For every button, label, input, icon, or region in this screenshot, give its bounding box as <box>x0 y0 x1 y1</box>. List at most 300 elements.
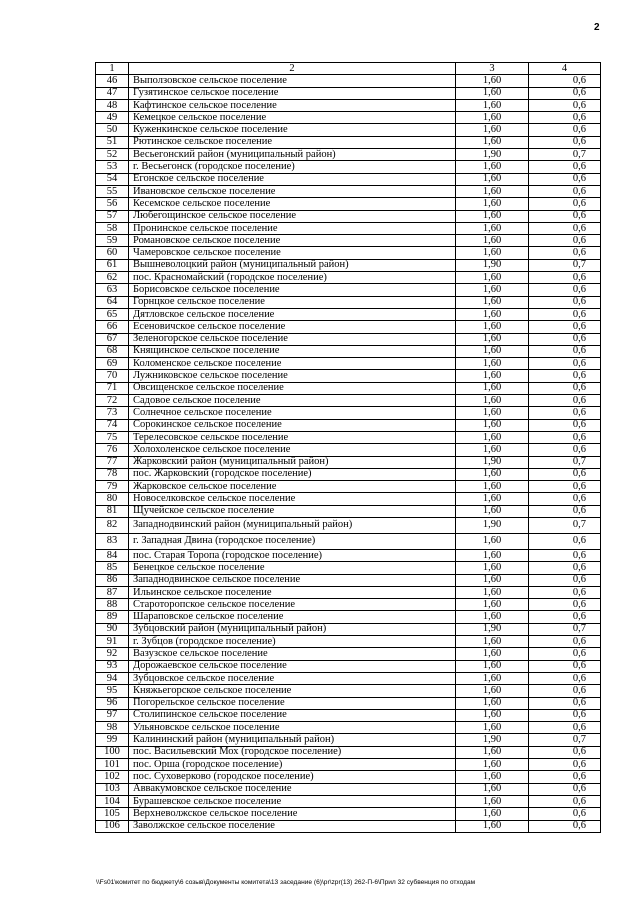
coefficient-col4-cell: 0,6 <box>529 746 601 758</box>
coefficient-col4-cell: 0,6 <box>529 87 601 99</box>
table-row <box>96 345 601 357</box>
table-row <box>96 149 601 161</box>
coefficient-col4-cell: 0,6 <box>529 395 601 407</box>
municipality-name-cell: Староторопское сельское поселение <box>129 599 456 611</box>
municipality-name-cell: Выползовское сельское поселение <box>129 75 456 87</box>
coefficient-col4-cell: 0,7 <box>529 734 601 746</box>
row-number-cell: 48 <box>96 99 129 111</box>
coefficient-col3-cell: 1,90 <box>456 734 529 746</box>
table-header-row <box>96 63 601 75</box>
municipality-name-cell: Бенецкое сельское поселение <box>129 562 456 574</box>
row-number-cell: 67 <box>96 333 129 345</box>
coefficient-col4-cell: 0,6 <box>529 247 601 259</box>
row-number-cell: 59 <box>96 235 129 247</box>
row-number-cell: 93 <box>96 660 129 672</box>
table-row <box>96 599 601 611</box>
row-number-cell: 71 <box>96 382 129 394</box>
coefficient-col3-cell: 1,60 <box>456 407 529 419</box>
municipality-name-cell: Новоселковское сельское поселение <box>129 493 456 505</box>
table-row <box>96 574 601 586</box>
coefficient-col4-cell: 0,6 <box>529 419 601 431</box>
coefficient-col3-cell: 1,60 <box>456 468 529 480</box>
coefficient-col4-cell: 0,7 <box>529 259 601 271</box>
coefficient-col4-cell: 0,6 <box>529 648 601 660</box>
coefficient-col3-cell: 1,60 <box>456 272 529 284</box>
coefficient-col3-cell: 1,60 <box>456 771 529 783</box>
coefficient-col4-cell: 0,6 <box>529 321 601 333</box>
table-row <box>96 272 601 284</box>
municipality-name-cell: пос. Красномайский (городское поселение) <box>129 272 456 284</box>
row-number-cell: 92 <box>96 648 129 660</box>
municipality-name-cell: Жарковский район (муниципальный район) <box>129 456 456 468</box>
coefficient-col3-cell: 1,90 <box>456 456 529 468</box>
row-number-cell: 85 <box>96 562 129 574</box>
municipality-name-cell: г. Зубцов (городское поселение) <box>129 636 456 648</box>
municipality-name-cell: Зеленогорское сельское поселение <box>129 333 456 345</box>
coefficient-col3-cell: 1,60 <box>456 685 529 697</box>
table-row <box>96 517 601 533</box>
coefficient-col4-cell: 0,6 <box>529 173 601 185</box>
row-number-cell: 82 <box>96 517 129 533</box>
coefficient-col3-cell: 1,60 <box>456 419 529 431</box>
row-number-cell: 100 <box>96 746 129 758</box>
municipality-name-cell: Бурашевское сельское поселение <box>129 795 456 807</box>
coefficient-col3-cell: 1,60 <box>456 562 529 574</box>
row-number-cell: 56 <box>96 198 129 210</box>
table-row <box>96 185 601 197</box>
municipality-name-cell: Есеновичское сельское поселение <box>129 321 456 333</box>
coefficient-col3-cell: 1,60 <box>456 709 529 721</box>
municipality-name-cell: Шараповское сельское поселение <box>129 611 456 623</box>
coefficient-col4-cell: 0,7 <box>529 456 601 468</box>
table-row <box>96 820 601 832</box>
coefficient-col4-cell: 0,6 <box>529 75 601 87</box>
coefficient-col3-cell: 1,60 <box>456 481 529 493</box>
municipality-name-cell: Зубцовское сельское поселение <box>129 672 456 684</box>
coefficient-col3-cell: 1,60 <box>456 308 529 320</box>
municipality-name-cell: Пронинское сельское поселение <box>129 222 456 234</box>
coefficient-col4-cell: 0,6 <box>529 431 601 443</box>
row-number-cell: 68 <box>96 345 129 357</box>
coefficient-col3-cell: 1,60 <box>456 136 529 148</box>
table-row <box>96 660 601 672</box>
coefficient-col4-cell: 0,6 <box>529 370 601 382</box>
coefficient-col4-cell: 0,6 <box>529 235 601 247</box>
coefficient-col4-cell: 0,6 <box>529 493 601 505</box>
coefficient-col4-cell: 0,6 <box>529 505 601 517</box>
municipality-name-cell: Ильинское сельское поселение <box>129 586 456 598</box>
table-row <box>96 247 601 259</box>
table-row <box>96 533 601 549</box>
column-header-2: 2 <box>129 63 456 75</box>
municipality-name-cell: г. Западная Двина (городское поселение) <box>129 533 456 549</box>
table-row <box>96 124 601 136</box>
coefficient-col3-cell: 1,60 <box>456 636 529 648</box>
coefficient-col4-cell: 0,6 <box>529 574 601 586</box>
table-row <box>96 395 601 407</box>
coefficient-col4-cell: 0,6 <box>529 533 601 549</box>
row-number-cell: 54 <box>96 173 129 185</box>
municipality-name-cell: Садовое сельское поселение <box>129 395 456 407</box>
table-row <box>96 456 601 468</box>
coefficient-col3-cell: 1,90 <box>456 517 529 533</box>
table-row <box>96 161 601 173</box>
coefficient-col3-cell: 1,60 <box>456 586 529 598</box>
coefficient-col3-cell: 1,90 <box>456 149 529 161</box>
municipality-name-cell: Весьегонский район (муниципальный район) <box>129 149 456 161</box>
municipality-name-cell: Ульяновское сельское поселение <box>129 722 456 734</box>
coefficient-col4-cell: 0,6 <box>529 112 601 124</box>
table-row <box>96 431 601 443</box>
municipality-name-cell: Западнодвинский район (муниципальный район) <box>129 517 456 533</box>
coefficient-col4-cell: 0,7 <box>529 517 601 533</box>
coefficient-col4-cell: 0,6 <box>529 296 601 308</box>
row-number-cell: 89 <box>96 611 129 623</box>
coefficient-col4-cell: 0,6 <box>529 345 601 357</box>
coefficient-col4-cell: 0,6 <box>529 636 601 648</box>
row-number-cell: 70 <box>96 370 129 382</box>
row-number-cell: 51 <box>96 136 129 148</box>
coefficient-col3-cell: 1,60 <box>456 296 529 308</box>
coefficient-col3-cell: 1,60 <box>456 345 529 357</box>
municipality-name-cell: Борисовское сельское поселение <box>129 284 456 296</box>
coefficient-col4-cell: 0,6 <box>529 136 601 148</box>
coefficient-col3-cell: 1,60 <box>456 87 529 99</box>
row-number-cell: 72 <box>96 395 129 407</box>
coefficient-col4-cell: 0,6 <box>529 709 601 721</box>
municipality-name-cell: Кемецкое сельское поселение <box>129 112 456 124</box>
municipality-name-cell: Куженкинское сельское поселение <box>129 124 456 136</box>
coefficient-col3-cell: 1,60 <box>456 759 529 771</box>
column-header-1: 1 <box>96 63 129 75</box>
table-row <box>96 75 601 87</box>
coefficient-col3-cell: 1,90 <box>456 259 529 271</box>
coefficient-col3-cell: 1,60 <box>456 574 529 586</box>
row-number-cell: 77 <box>96 456 129 468</box>
table-row <box>96 808 601 820</box>
table-row <box>96 709 601 721</box>
municipality-name-cell: Овсищенское сельское поселение <box>129 382 456 394</box>
coefficient-col3-cell: 1,60 <box>456 493 529 505</box>
coefficient-col3-cell: 1,60 <box>456 333 529 345</box>
row-number-cell: 50 <box>96 124 129 136</box>
municipality-name-cell: Кесемское сельское поселение <box>129 198 456 210</box>
coefficient-col4-cell: 0,6 <box>529 586 601 598</box>
municipality-name-cell: Западнодвинское сельское поселение <box>129 574 456 586</box>
row-number-cell: 57 <box>96 210 129 222</box>
coefficient-col4-cell: 0,6 <box>529 333 601 345</box>
row-number-cell: 46 <box>96 75 129 87</box>
table-row <box>96 672 601 684</box>
coefficient-col3-cell: 1,60 <box>456 746 529 758</box>
table-row <box>96 481 601 493</box>
table-row <box>96 795 601 807</box>
coefficient-col4-cell: 0,6 <box>529 444 601 456</box>
municipality-name-cell: Рютинское сельское поселение <box>129 136 456 148</box>
table-row <box>96 648 601 660</box>
coefficient-col3-cell: 1,60 <box>456 533 529 549</box>
coefficient-col4-cell: 0,6 <box>529 161 601 173</box>
municipality-name-cell: г. Весьегонск (городское поселение) <box>129 161 456 173</box>
coefficient-col3-cell: 1,60 <box>456 382 529 394</box>
table-row <box>96 685 601 697</box>
coefficient-col4-cell: 0,6 <box>529 358 601 370</box>
row-number-cell: 63 <box>96 284 129 296</box>
table-row <box>96 222 601 234</box>
table-row <box>96 407 601 419</box>
municipality-name-cell: пос. Жарковский (городское поселение) <box>129 468 456 480</box>
table-row <box>96 112 601 124</box>
row-number-cell: 47 <box>96 87 129 99</box>
row-number-cell: 88 <box>96 599 129 611</box>
row-number-cell: 65 <box>96 308 129 320</box>
municipality-name-cell: Сорокинское сельское поселение <box>129 419 456 431</box>
row-number-cell: 75 <box>96 431 129 443</box>
coefficient-col3-cell: 1,60 <box>456 370 529 382</box>
table-row <box>96 284 601 296</box>
coefficient-col4-cell: 0,6 <box>529 820 601 832</box>
coefficient-col3-cell: 1,60 <box>456 222 529 234</box>
coefficient-col3-cell: 1,60 <box>456 235 529 247</box>
coefficient-col3-cell: 1,60 <box>456 198 529 210</box>
table-row <box>96 333 601 345</box>
municipality-name-cell: Погорельское сельское поселение <box>129 697 456 709</box>
municipality-name-cell: пос. Орша (городское поселение) <box>129 759 456 771</box>
table-row <box>96 746 601 758</box>
table-row <box>96 722 601 734</box>
table-row <box>96 99 601 111</box>
table-row <box>96 771 601 783</box>
coefficient-col3-cell: 1,60 <box>456 173 529 185</box>
municipality-name-cell: Верхневолжское сельское поселение <box>129 808 456 820</box>
row-number-cell: 53 <box>96 161 129 173</box>
footer-file-path: \\Fs01\комитет по бюджету\6 созыв\Документы комитета\13 заседание (6)\pr\zpr(13) 262-П-6\Прил 32 субвенция по отходам <box>96 879 476 886</box>
municipality-name-cell: Солнечное сельское поселение <box>129 407 456 419</box>
coefficient-col3-cell: 1,60 <box>456 549 529 561</box>
municipality-name-cell: Щучейское сельское поселение <box>129 505 456 517</box>
coefficient-col4-cell: 0,6 <box>529 124 601 136</box>
municipality-name-cell: пос. Старая Торопа (городское поселение) <box>129 549 456 561</box>
table-row <box>96 198 601 210</box>
coefficient-col4-cell: 0,6 <box>529 808 601 820</box>
coefficient-col3-cell: 1,60 <box>456 124 529 136</box>
row-number-cell: 102 <box>96 771 129 783</box>
coefficient-col3-cell: 1,60 <box>456 358 529 370</box>
coefficient-col4-cell: 0,6 <box>529 611 601 623</box>
municipality-name-cell: Горнцкое сельское поселение <box>129 296 456 308</box>
municipality-name-cell: Терелесовское сельское поселение <box>129 431 456 443</box>
coefficient-col4-cell: 0,7 <box>529 149 601 161</box>
table-body <box>96 75 601 833</box>
table-row <box>96 549 601 561</box>
table-row <box>96 636 601 648</box>
row-number-cell: 97 <box>96 709 129 721</box>
coefficient-col4-cell: 0,6 <box>529 407 601 419</box>
municipality-name-cell: Столипинское сельское поселение <box>129 709 456 721</box>
municipality-name-cell: Кафтинское сельское поселение <box>129 99 456 111</box>
municipality-name-cell: Зубцовский район (муниципальный район) <box>129 623 456 635</box>
coefficient-col3-cell: 1,60 <box>456 795 529 807</box>
coefficient-col3-cell: 1,60 <box>456 75 529 87</box>
row-number-cell: 98 <box>96 722 129 734</box>
municipality-name-cell: Заволжское сельское поселение <box>129 820 456 832</box>
coefficient-col3-cell: 1,60 <box>456 395 529 407</box>
row-number-cell: 80 <box>96 493 129 505</box>
table-row <box>96 173 601 185</box>
coefficient-col4-cell: 0,6 <box>529 562 601 574</box>
municipality-name-cell: Дорожаевское сельское поселение <box>129 660 456 672</box>
coefficient-col3-cell: 1,60 <box>456 697 529 709</box>
table-row <box>96 296 601 308</box>
row-number-cell: 87 <box>96 586 129 598</box>
municipality-name-cell: Коломенское сельское поселение <box>129 358 456 370</box>
coefficient-col4-cell: 0,6 <box>529 759 601 771</box>
municipality-name-cell: Дятловское сельское поселение <box>129 308 456 320</box>
table-row <box>96 87 601 99</box>
table-row <box>96 783 601 795</box>
row-number-cell: 66 <box>96 321 129 333</box>
row-number-cell: 90 <box>96 623 129 635</box>
table-row <box>96 210 601 222</box>
coefficient-col3-cell: 1,60 <box>456 505 529 517</box>
row-number-cell: 103 <box>96 783 129 795</box>
table-row <box>96 444 601 456</box>
coefficient-col3-cell: 1,60 <box>456 321 529 333</box>
coefficient-col3-cell: 1,60 <box>456 210 529 222</box>
coefficient-col3-cell: 1,60 <box>456 599 529 611</box>
row-number-cell: 74 <box>96 419 129 431</box>
coefficient-col4-cell: 0,6 <box>529 284 601 296</box>
coefficient-col4-cell: 0,6 <box>529 685 601 697</box>
row-number-cell: 91 <box>96 636 129 648</box>
table-row <box>96 382 601 394</box>
table-row <box>96 136 601 148</box>
row-number-cell: 60 <box>96 247 129 259</box>
row-number-cell: 81 <box>96 505 129 517</box>
coefficient-col3-cell: 1,60 <box>456 99 529 111</box>
municipality-name-cell: Романовское сельское поселение <box>129 235 456 247</box>
municipality-name-cell: Холохоленское сельское поселение <box>129 444 456 456</box>
row-number-cell: 58 <box>96 222 129 234</box>
municipality-name-cell: Чамеровское сельское поселение <box>129 247 456 259</box>
table-row <box>96 419 601 431</box>
coefficient-col4-cell: 0,6 <box>529 783 601 795</box>
coefficient-col3-cell: 1,60 <box>456 660 529 672</box>
row-number-cell: 62 <box>96 272 129 284</box>
coefficient-col3-cell: 1,60 <box>456 783 529 795</box>
table-row <box>96 586 601 598</box>
row-number-cell: 96 <box>96 697 129 709</box>
table-row <box>96 505 601 517</box>
row-number-cell: 86 <box>96 574 129 586</box>
coefficient-col4-cell: 0,7 <box>529 623 601 635</box>
table-row <box>96 235 601 247</box>
coefficient-col3-cell: 1,60 <box>456 431 529 443</box>
row-number-cell: 83 <box>96 533 129 549</box>
data-table <box>95 62 601 833</box>
coefficient-col3-cell: 1,60 <box>456 722 529 734</box>
municipality-name-cell: Жарковское сельское поселение <box>129 481 456 493</box>
row-number-cell: 94 <box>96 672 129 684</box>
municipality-name-cell: Любегощинское сельское поселение <box>129 210 456 222</box>
coefficient-col4-cell: 0,6 <box>529 722 601 734</box>
coefficient-col3-cell: 1,60 <box>456 611 529 623</box>
coefficient-col4-cell: 0,6 <box>529 481 601 493</box>
coefficient-col3-cell: 1,90 <box>456 623 529 635</box>
column-header-3: 3 <box>456 63 529 75</box>
column-header-4: 4 <box>529 63 601 75</box>
coefficient-col4-cell: 0,6 <box>529 549 601 561</box>
coefficient-col4-cell: 0,6 <box>529 99 601 111</box>
row-number-cell: 104 <box>96 795 129 807</box>
row-number-cell: 76 <box>96 444 129 456</box>
row-number-cell: 69 <box>96 358 129 370</box>
row-number-cell: 52 <box>96 149 129 161</box>
table-row <box>96 493 601 505</box>
municipality-name-cell: пос. Васильевский Мох (городское поселение) <box>129 746 456 758</box>
table-row <box>96 734 601 746</box>
municipality-name-cell: Аввакумовское сельское поселение <box>129 783 456 795</box>
municipality-name-cell: Ивановское сельское поселение <box>129 185 456 197</box>
coefficient-col4-cell: 0,6 <box>529 185 601 197</box>
municipality-name-cell: Калининский район (муниципальный район) <box>129 734 456 746</box>
coefficient-col3-cell: 1,60 <box>456 247 529 259</box>
municipality-name-cell: Княжьегорское сельское поселение <box>129 685 456 697</box>
row-number-cell: 99 <box>96 734 129 746</box>
row-number-cell: 64 <box>96 296 129 308</box>
coefficient-col4-cell: 0,6 <box>529 272 601 284</box>
coefficient-col4-cell: 0,6 <box>529 222 601 234</box>
table-row <box>96 759 601 771</box>
row-number-cell: 101 <box>96 759 129 771</box>
row-number-cell: 49 <box>96 112 129 124</box>
municipality-name-cell: Гузятинское сельское поселение <box>129 87 456 99</box>
page-number: 2 <box>594 22 600 33</box>
coefficient-col4-cell: 0,6 <box>529 660 601 672</box>
table-row <box>96 370 601 382</box>
municipality-name-cell: Княщинское сельское поселение <box>129 345 456 357</box>
table-row <box>96 308 601 320</box>
table-row <box>96 562 601 574</box>
coefficient-col3-cell: 1,60 <box>456 672 529 684</box>
row-number-cell: 73 <box>96 407 129 419</box>
coefficient-col3-cell: 1,60 <box>456 284 529 296</box>
row-number-cell: 105 <box>96 808 129 820</box>
row-number-cell: 79 <box>96 481 129 493</box>
table-row <box>96 697 601 709</box>
coefficient-col3-cell: 1,60 <box>456 808 529 820</box>
row-number-cell: 61 <box>96 259 129 271</box>
coefficient-col4-cell: 0,6 <box>529 795 601 807</box>
coefficient-col4-cell: 0,6 <box>529 210 601 222</box>
coefficient-col4-cell: 0,6 <box>529 382 601 394</box>
coefficient-col4-cell: 0,6 <box>529 599 601 611</box>
coefficient-col3-cell: 1,60 <box>456 161 529 173</box>
municipality-name-cell: Вышневолоцкий район (муниципальный район) <box>129 259 456 271</box>
table-row <box>96 468 601 480</box>
coefficient-col4-cell: 0,6 <box>529 308 601 320</box>
coefficient-col4-cell: 0,6 <box>529 771 601 783</box>
row-number-cell: 55 <box>96 185 129 197</box>
coefficient-col4-cell: 0,6 <box>529 672 601 684</box>
coefficient-col3-cell: 1,60 <box>456 444 529 456</box>
coefficient-col4-cell: 0,6 <box>529 468 601 480</box>
municipality-name-cell: Вазузское сельское поселение <box>129 648 456 660</box>
coefficient-col4-cell: 0,6 <box>529 697 601 709</box>
row-number-cell: 95 <box>96 685 129 697</box>
coefficient-col3-cell: 1,60 <box>456 648 529 660</box>
municipality-name-cell: Егонское сельское поселение <box>129 173 456 185</box>
